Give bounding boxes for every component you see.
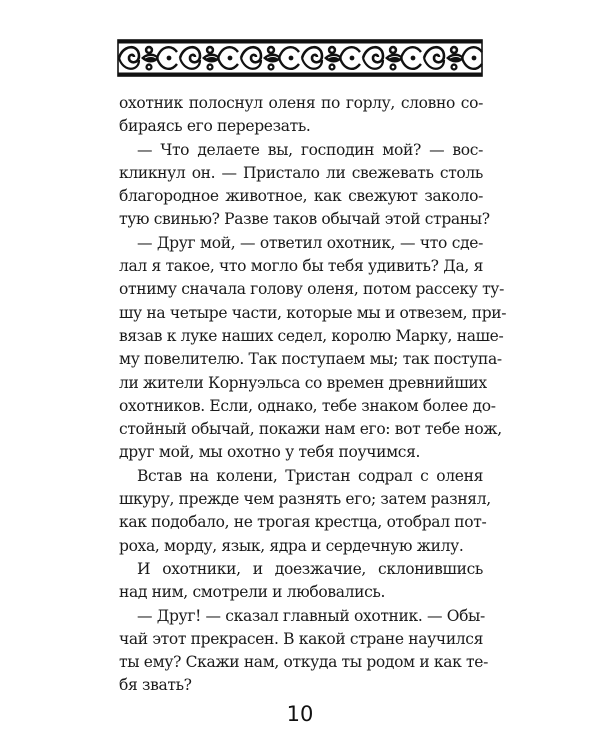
- text-line: тую свинью? Разве таков обычай этой страны?: [119, 210, 490, 229]
- paragraph: [119, 139, 490, 232]
- paragraph: [119, 465, 491, 558]
- text-line: роха, морду, язык, ядра и сердечную жилу.: [119, 536, 464, 555]
- paragraph: [119, 605, 488, 698]
- text-line: стойный обычай, покажи нам его: вот тебе нож,: [119, 420, 502, 439]
- text-line: бираясь его перерезать.: [119, 117, 311, 136]
- text-line: лал я такое, что могло бы тебя удивить? Да, я: [119, 257, 483, 276]
- text-line: отниму сначала голову оленя, потом рассеку ту-: [119, 280, 504, 299]
- text-line: благородное животное, как свежуют заколо-: [119, 187, 483, 206]
- text-line: Встав на колени, Тристан содрал с оленя: [137, 466, 483, 485]
- text-line: И охотники, и доезжачие, склонившись: [137, 559, 483, 578]
- paragraph: [119, 558, 483, 605]
- text-line: над ним, смотрели и любовались.: [119, 583, 386, 602]
- text-line: охотник полоснул оленя по горлу, словно со-: [119, 94, 483, 112]
- text-line: — Друг! — сказал главный охотник. — Обы-: [137, 606, 485, 625]
- text-line: охотников. Если, однако, тебе знаком более до-: [119, 396, 496, 415]
- text-line: шкуру, прежде чем разнять его; затем разнял,: [119, 490, 491, 509]
- paragraph: [119, 232, 507, 465]
- text-line: кликнул он. — Пристало ли свежевать столь: [119, 163, 483, 182]
- text-line: друг мой, мы охотно у тебя поучимся.: [119, 443, 421, 462]
- text-line: му повелителю. Так поступаем мы; так поступа-: [119, 350, 502, 369]
- text-line: — Друг мой, — ответил охотник, — что сде-: [137, 233, 483, 252]
- text-line: — Что делаете вы, господин мой? — вос-: [137, 140, 483, 159]
- text-line: бя звать?: [119, 676, 192, 695]
- paragraph: [119, 92, 483, 139]
- ornamental-header-border: [117, 38, 483, 78]
- text-line: чай этот прекрасен. В какой стране научился: [119, 629, 484, 648]
- text-line: ты ему? Скажи нам, откуда ты родом и как те-: [119, 653, 488, 672]
- text-line: ли жители Корнуэльса со времен древнийших: [119, 373, 487, 392]
- text-line: вязав к луке наших седел, королю Марку, наше-: [119, 326, 504, 345]
- text-line: как подобало, не трогая крестца, отобрал пот-: [119, 513, 487, 532]
- page-number: 10: [286, 702, 314, 726]
- text-line: шу на четыре части, которые мы и отвезем, при-: [119, 303, 507, 322]
- body-text: [119, 92, 507, 698]
